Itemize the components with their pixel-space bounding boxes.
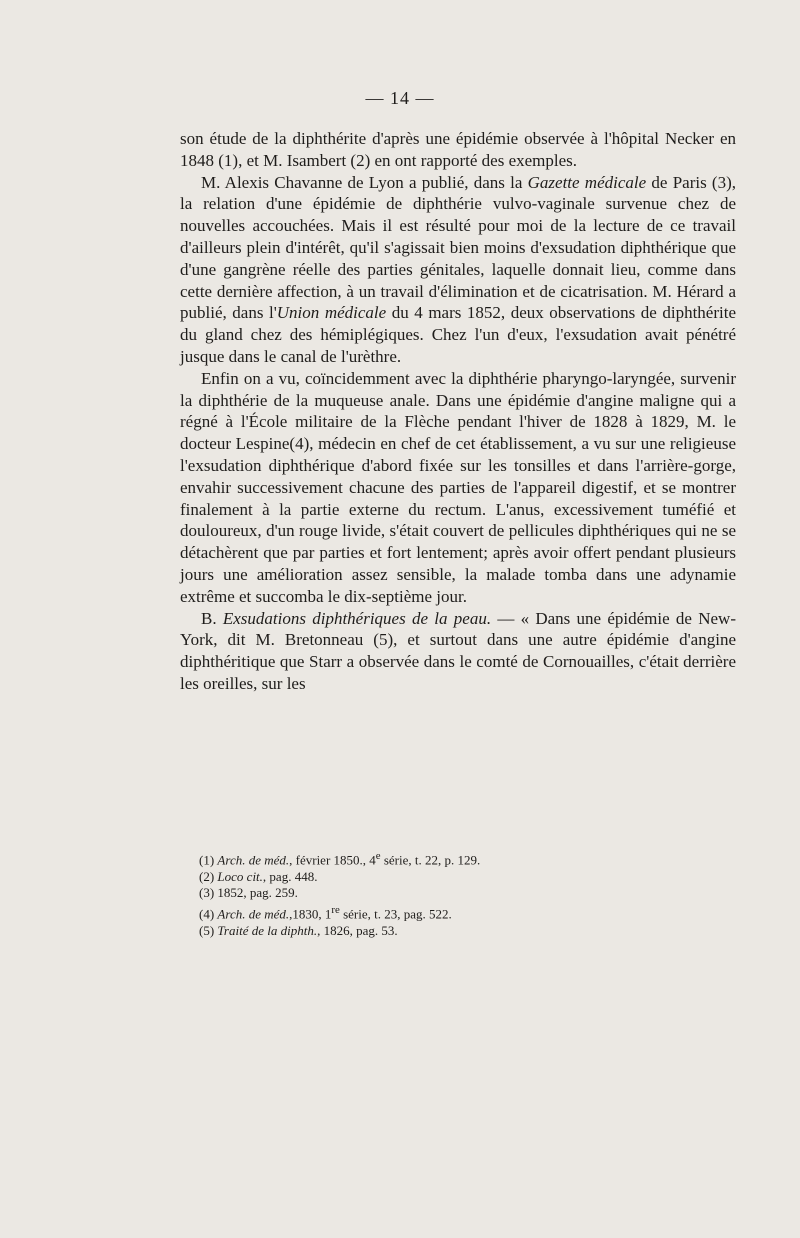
footnote xyxy=(199,869,719,886)
italic-text: Arch. de méd. xyxy=(217,906,290,922)
paragraph xyxy=(180,368,736,608)
footnote xyxy=(199,902,719,923)
text-run: ,1830, 1 xyxy=(289,906,332,922)
superscript-text: re xyxy=(331,903,340,916)
text-run: — « Dans une épidémie de New-York, dit M. Bretonneau (5), et surtout dans une autre épidémie d'angine diphthéritique que Starr a observée dans le comté de Cornouailles, c'était derrière les oreilles, sur les xyxy=(180,608,736,693)
italic-text: Gazette médicale xyxy=(527,172,647,192)
text-run: (5) xyxy=(199,922,218,938)
italic-text: Traité de la diphth. xyxy=(217,922,318,938)
page-number: — 14 — xyxy=(365,88,435,108)
text-run: , février 1850., 4 xyxy=(289,852,376,868)
paragraph xyxy=(180,608,736,695)
text-run: série, t. 22, p. 129. xyxy=(380,852,481,868)
text-run: M. Alexis Chavanne de Lyon a publié, dans la xyxy=(201,172,528,192)
text-run: du 4 mars 1852, deux observations de diphthérite du gland chez des hémiplégiques. Chez l'un d'eux, l'exsudation avait pénétré jusque dans le canal de l'urèthre. xyxy=(180,303,736,366)
paragraph xyxy=(180,172,736,368)
paragraph xyxy=(180,128,736,172)
text-run: Enfin on a vu, coïncidemment avec la diphthérie pharyngo-laryngée, survenir la diphthérie de la muqueuse anale. Dans une épidémie d'angine maligne qui a régné à l'École militaire de la Flèche pendant l'hiver de 1828 à 1829, M. le docteur Lespine(4), médecin en chef de cet établissement, a vu sur une religieuse l'exsudation diphthérique d'abord fixée sur les tonsilles et dans l'arrière-gorge, envahir successivement chacune des parties de l'appareil digestif, et se montrer finalement à la partie externe du rectum. L'anus, excessivement tuméfié et douloureux, d'un rouge livide, s'était couvert de pellicules diphthériques qui ne se détachèrent que par parties et fort lentement; après avoir offert pendant plusieurs jours une amélioration assez sensible, la malade tomba dans une adynamie extrême et succomba le dix-septième jour. xyxy=(180,368,736,606)
text-run: de Paris (3), la relation d'une épidémie de diphthérie vulvo-vaginale survenue chez de nouvelles accouchées. Mais il est résulté pour moi de la lecture de ce travail d'ailleurs plein d'intérêt, qu'il s'agissait bien moins d'exsudation diphthérique que d'une gangrène réelle des parties génitales, laquelle donnait lieu, comme dans cette dernière affection, à un travail d'élimination et de cicatrisation. M. Hérard a publié, dans l' xyxy=(180,172,736,323)
text-run: , pag. 448. xyxy=(262,868,318,884)
superscript-text: e xyxy=(375,850,381,862)
footnote xyxy=(199,923,719,940)
footnote xyxy=(199,848,719,869)
text-run: B. xyxy=(201,608,223,628)
text-run: (4) xyxy=(199,906,218,922)
text-run: (1) xyxy=(199,852,218,868)
text-run: son étude de la diphthérite d'après une épidémie observée à l'hôpital Necker en 1848 (1), et M. Isambert (2) en ont rapporté des exemples. xyxy=(180,129,736,170)
italic-text: Loco cit. xyxy=(217,868,263,884)
text-run: (3) 1852, pag. 259. xyxy=(199,885,298,901)
italic-text: Exsudations diphthériques de la peau. xyxy=(222,608,492,628)
text-run: , 1826, pag. 53. xyxy=(317,922,398,938)
footnote xyxy=(199,885,719,902)
body-text xyxy=(180,128,736,695)
italic-text: Union médicale xyxy=(276,303,387,323)
text-run: série, t. 23, pag. 522. xyxy=(339,906,452,922)
italic-text: Arch. de méd. xyxy=(217,852,290,868)
text-run: (2) xyxy=(199,868,218,884)
footnotes xyxy=(199,848,719,939)
